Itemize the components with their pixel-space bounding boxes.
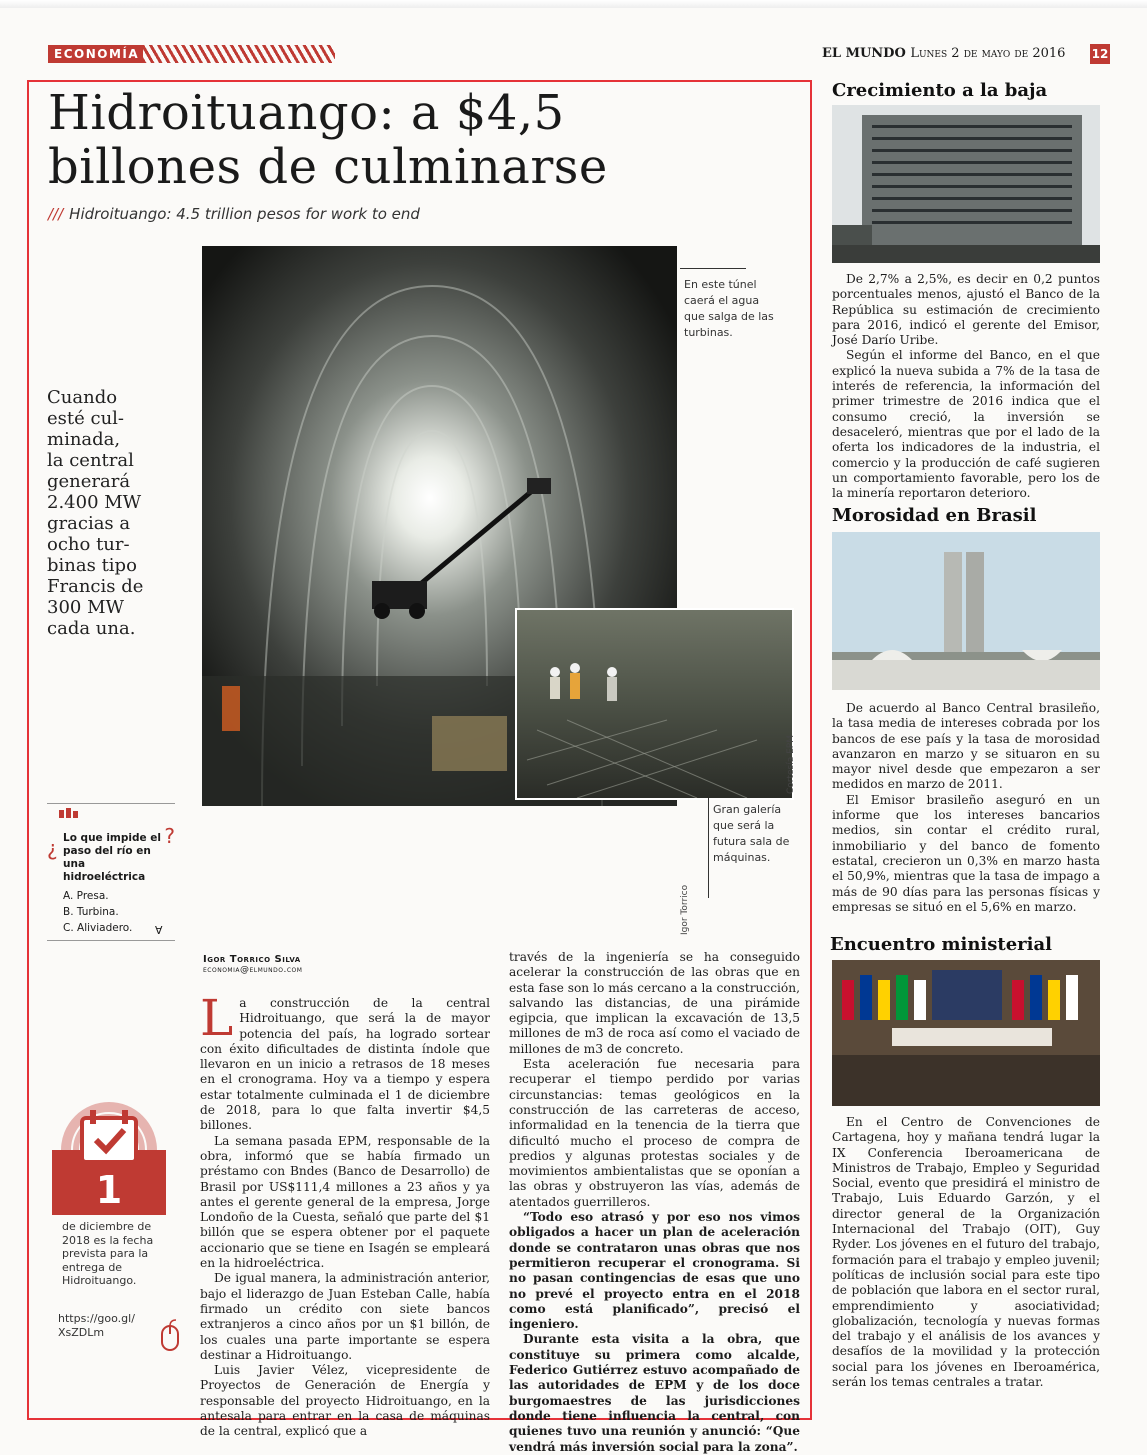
quiz-box [47,803,175,941]
quiz-bar-icon [59,810,64,818]
pullquote-line: ocho tur- [47,534,130,555]
link-line-2[interactable]: XsZDLm [58,1326,105,1339]
quiz-option: A. Presa. [63,890,109,902]
gallery-photo [515,608,794,800]
quiz-answer: A [155,923,163,936]
inverted-question-icon: ¿ [47,836,58,860]
calendar-number: 1 [95,1168,123,1212]
pullquote-line: la central [47,450,134,471]
body-paragraph: Según el informe del Banco, en el que explicó la nueva subida a 7% de la tasa de interés de referencia, la información del primer trimestre de 2016 indica que el consumo creció, la inversión se desaceleró, mientras que por el lado de la oferta los indicadores de la industria, el comercio y la producción de café sugieren un comportamiento favorable, pero los de la minería reportaron deterioro. [832,348,1100,501]
sidebar-title-brazil: Morosidad en Brasil [832,505,1037,526]
caption-line: máquinas. [713,851,771,864]
caption-line: caerá el agua [684,294,760,307]
quiz-bar-icon [66,808,71,818]
calendar-link[interactable] [58,1312,135,1340]
headline-line-2: billones de culminarse [48,139,608,195]
quiz-bar-icon [73,811,78,818]
pullquote-line: 300 MW [47,597,125,618]
gallery-caption [713,802,803,866]
gallery-photo-credit: Cortesía EPM [786,734,796,794]
pullquote-line: 2.400 MW [47,492,142,513]
caption-rule [708,798,709,898]
body-paragraph: De igual manera, la administración anterior, bajo el liderazgo de Juan Esteban Calle, había firmado un crédito con siete bancos extranjeros a cinco años por un $1 billón, de los cuales una parte importante se espera destinar a Hidroituango. [200,1271,490,1362]
body-paragraph: través de la ingeniería se ha conseguido acelerar la construcción de las obras que en esta fase son lo más cercano a la construcción, salvando las distancias, de una pirámide egipcia, que implican la excavación de 13,5 millones de m3 de roca así como el vaciado de millones de m3 de concreto. [509,950,800,1056]
body-paragraph: Esta aceleración fue necesaria para recuperar el tiempo perdido por varias circunstancias: temas geológicos en la construcción de las carreteras de acceso, informalidad en la tenencia de la tierra que dificultó mucho el proceso de compra de predios y algunas protestas sociales y de movimientos ambientalistas que se oponían a las obras y obstruyeron las vías, además de atentados guerrilleros. [509,1057,800,1209]
caption-line: En este túnel [684,278,757,291]
pullquote-line: Francis de [47,576,144,597]
byline-email: economia@elmundo.com [203,965,303,975]
body-paragraph: El Emisor brasileño aseguró en un informe que los intereses bancarios medios, sin contar el crédito rural, inmobiliario y del banco de fomento estatal, crecieron un 0,3% en marzo hasta el 50,9%, mientras que la tasa de impago a más de 90 días para las personas físicas y empresas se situó en el 5,6% en marzo. [832,792,1100,914]
mouse-icon [160,1318,180,1356]
body-paragraph: a construcción de la central Hidroituango, que será la de mayor potencia del país, ha logrado sortear con éxito dificultades de distinta índole que llevaron en un inicio a retrasos de 18 meses en el cronograma. Hoy va a tiempo y espera estar totalmente culminada el 1 de diciembre de 2018, para lo que falta invertir $4,5 billones. [200,996,490,1133]
subhead-text: Hidroituango: 4.5 trillion pesos for work to end [69,205,420,223]
sidebar-body-brazil [832,701,1100,915]
quiz-header [47,804,175,826]
caption-line: futura sala de [713,835,790,848]
caption-line: que será la [713,819,775,832]
byline-name: Igor Torrico Silva [203,954,301,965]
section-tag: ECONOMÍA [48,45,143,63]
quiz-option: C. Aliviadero. [63,922,133,934]
byline [203,954,302,975]
pullquote-line: binas tipo [47,555,137,576]
headline-line-1: Hidroituango: a $4,5 [48,85,565,141]
pullquote-line: cada una. [47,618,136,639]
gallery-illustration [517,610,792,798]
building-photo [832,105,1100,263]
section-hatch-decoration [143,45,335,63]
subheadline [48,205,420,223]
link-line-1[interactable]: https://goo.gl/ [58,1312,135,1325]
tunnel-caption [684,277,784,341]
caption-line: turbinas. [684,326,733,339]
tunnel-photo-credit: Igor Torrico [680,884,690,935]
pullquote-line: minada, [47,429,121,450]
sidebar-title-ministerial: Encuentro ministerial [830,934,1052,955]
issue-date: Lunes 2 de mayo de 2016 [910,46,1066,61]
headline [48,86,788,194]
quiz-body [47,826,175,940]
body-paragraph: Luis Javier Vélez, vicepresidente de Proyectos de Generación de Energía y responsable del proyecto Hidroituango, en la antesala para entrar en la casa de máquinas de la central, explicó que a [200,1363,490,1439]
body-paragraph: Durante esta visita a la obra, que constituye su primera como alcalde, Federico Gutiérrez estuvo acompañado de las autoridades de EPM y de los doce burgomaestres de las jurisdicciones donde tiene influencia la central, con quienes tuvo una reunión y anunció: “Que vendrá más inversión social para la zona”. [509,1332,800,1454]
caption-rule [680,268,746,269]
caption-line: Gran galería [713,803,782,816]
caption-line: que salga de las [684,310,774,323]
quiz-option: B. Turbina. [63,906,119,918]
subhead-slashes: /// [48,205,64,223]
article-body-col1 [200,989,490,1440]
article-body-col2 [509,950,800,1455]
question-icon: ? [164,824,175,848]
pullquote-line: esté cul- [47,408,125,429]
pullquote-line: gracias a [47,513,131,534]
body-paragraph: De acuerdo al Banco Central brasileño, la tasa media de intereses cobrada por los bancos de ese país y la tasa de morosidad avanzaron en marzo y se situaron en su mayor nivel desde que empezaron a ser medidos en marzo de 2011. [832,701,1100,792]
conference-photo [832,960,1100,1106]
drop-cap: L [200,989,234,1047]
masthead [822,46,1065,61]
sidebar-body-ministerial [832,1115,1100,1390]
brasilia-photo [832,532,1100,690]
paper-name: EL MUNDO [822,46,906,61]
page-number-badge: 12 [1090,44,1110,64]
pullquote [47,387,187,639]
body-paragraph: En el Centro de Convenciones de Cartagena, hoy y mañana tendrá lugar la IX Conferencia Iberoamericana de Ministros de Trabajo, Empleo y Seguridad Social, evento que presidirá el ministro de Trabajo, Luis Eduardo Garzón, y el director general de la Organización Internacional del Trabajo (OIT), Guy Ryder. Los jóvenes en el futuro del trabajo, formación para el trabajo y empleo juvenil; políticas de inclusión social para este tipo de población que labora en el sector rural, emprendimiento y asociatividad; globalización, tecnología y nuevas formas del trabajo y el análisis de los avances y desafíos de la movilidad y la protección social para los jóvenes en Iberoamérica, serán los temas centrales a tratar. [832,1115,1100,1390]
calendar-note: de diciembre de 2018 es la fecha prevista para la entrega de Hidroituango. [62,1220,154,1287]
page-top-edge [0,0,1147,8]
quiz-question: Lo que impide el paso del río en una hidroeléctrica [63,832,161,883]
sidebar-title-growth: Crecimiento a la baja [832,80,1048,101]
calendar-graphic [52,1090,166,1219]
sidebar-body-growth [832,272,1100,501]
pullquote-line: Cuando [47,387,118,408]
body-paragraph: “Todo eso atrasó y por eso nos vimos obligados a hacer un plan de aceleración donde se contrataron unas obras que nos permitieron recuperar el cronograma. Si no pasan contingencias de esas que uno no prevé el proyecto entra en el 2018 como está planificado”, precisó el ingeniero. [509,1210,800,1332]
body-paragraph: De 2,7% a 2,5%, es decir en 0,2 puntos porcentuales menos, ajustó el Banco de la República su estimación de crecimiento para 2016, indicó el gerente del Emisor, José Darío Uribe. [832,272,1100,348]
pullquote-line: generará [47,471,131,492]
body-paragraph: La semana pasada EPM, responsable de la obra, informó que se había firmado un préstamo con Bndes (Banco de Desarrollo) de Brasil por US$111,4 millones a 23 años y ya antes el gerente general de la empresa, Jorge Londoño de la Cuesta, señaló que parte del $1 billón que se espera obtener por el paquete accionario que se tiene en Isagén se empleará en la hidroeléctrica. [200,1133,490,1271]
